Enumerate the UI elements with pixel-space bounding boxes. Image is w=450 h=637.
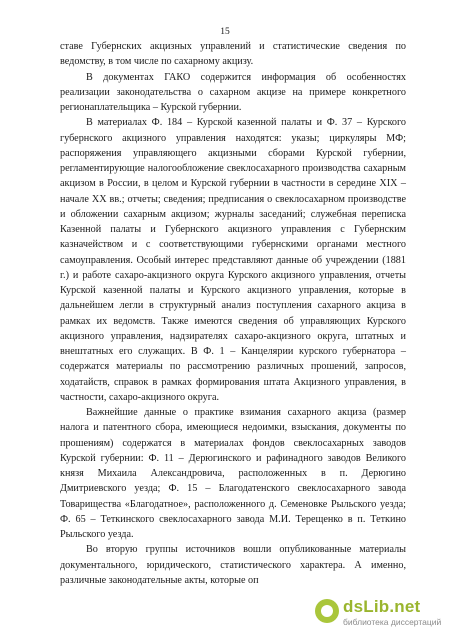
paragraph: В документах ГАКО содержится информация об особенностях реализации законодательства о сахарном акцизе на примере конкретного регионаплательщика – Курской губернии. [60, 71, 406, 113]
dslib-watermark[interactable] [311, 597, 442, 629]
paragraph: ставе Губернских акцизных управлений и статистические сведения по ведомству, в том числе по сахарному акцизу. [60, 41, 406, 68]
watermark-brand: dsLib.net [343, 597, 421, 616]
paragraph: Важнейшие данные о практике взимания сахарного акциза (размер налога и патентного сбора, имеющиеся недоимки, взыскания, документы по прошениям) содержатся в материалах фондов свеклосахарных заводов Курской губернии: Ф. 11 – Дерюгинского и рафинадного заводов Великого князя Михаила Александровича, расположенных в п. Дерюгино Дмитриевского уезда; Ф. 15 – Благодатенского свеклосахарного завода Товарищества «Благодатное», расположенного д. Семеновке Рыльского уезда; Ф. 65 – Теткинского свеклосахарного завода М.И. Терещенко в п. Теткино Рыльского уезда. [60, 407, 406, 540]
paragraph: В материалах Ф. 184 – Курской казенной палаты и Ф. 37 – Курского губернского акцизного управления находятся: указы; циркуляры МФ; распоряжения управляющего акцизными сборами Курской губернии, регламентирующие налогообложение свеклосахарного производства сахарным акцизом в России, в целом и Курской губернии в частности в середине XIX – начале XX вв.; отчеты; сведения; предписания о свеклосахарном производстве и обложении сахарным акцизом; журналы заседаний; служебная переписка Казенной палаты и Губернского акцизного управления с Губернским казначейством и с соответствующими губернскими органами местного самоуправления. Особый интерес представляют данные об учреждении (1881 г.) и работе сахаро-акцизного округа Курского акцизного управления, отчеты Курской казенной палаты и Курского акцизного управления, которые в дальнейшем легли в структурный анализ поступления сахарного акциза в рамках их ведомств. Также имеются сведения об управляющих Курского акцизного управления, надзирателях сахаро-акцизного округа, штатных и внештатных его служащих. В Ф. 1 – Канцелярии курского губернатора – содержатся материалы по рассмотрению различных прошений, запросов, ходатайств, справок в рамках формирования штата Акцизного управления, в частности, сахаро-акцизного округа. [60, 117, 406, 403]
document-body [60, 39, 406, 588]
watermark-tagline: библиотека диссертаций [343, 617, 442, 627]
page-number: 15 [220, 27, 230, 37]
paragraph: Во вторую группы источников вошли опубликованные материалы документального, юридического, статистического характера. А именно, различные законодательные акты, которые оп [60, 544, 406, 586]
dslib-logo-icon [315, 599, 339, 623]
